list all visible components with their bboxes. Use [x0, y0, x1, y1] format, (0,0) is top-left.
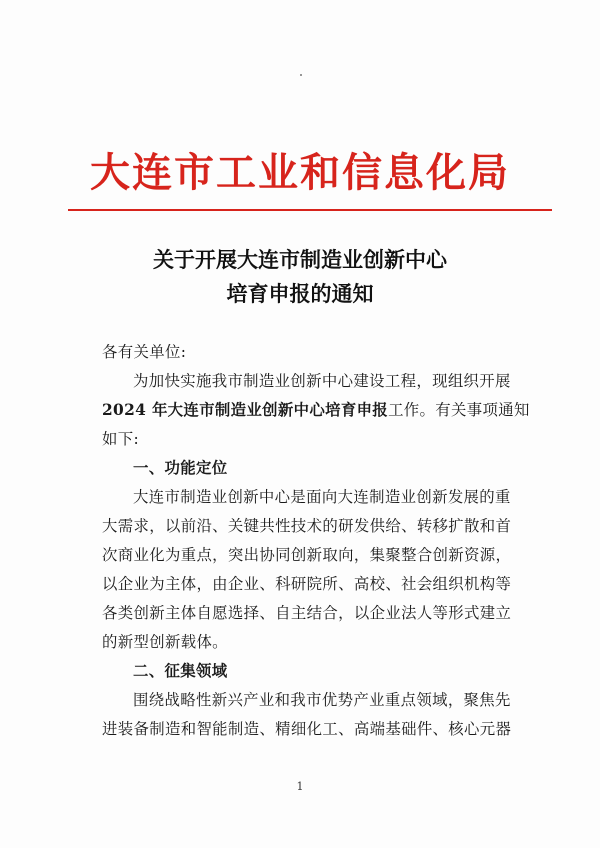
notice-title-line-1: 关于开展大连市制造业创新中心 — [153, 247, 447, 272]
masthead-divider — [68, 209, 552, 211]
intro-line-3: 如下: — [102, 430, 140, 448]
section-2-line: 进装备制造和智能制造、精细化工、高端基础件、核心元器 — [102, 720, 512, 738]
section-2-heading: 二、征集领域 — [133, 662, 228, 680]
section-1-line: 以企业为主体，由企业、科研院所、高校、社会组织机构等 — [102, 575, 512, 593]
intro-line-1: 为加快实施我市制造业创新中心建设工程，现组织开展 — [133, 372, 511, 390]
section-1-line: 大连市制造业创新中心是面向大连制造业创新发展的重 — [133, 488, 511, 506]
intro-line-2 — [102, 396, 530, 425]
salutation: 各有关单位: — [102, 343, 187, 361]
scan-speck — [300, 74, 302, 76]
section-1-line: 的新型创新载体。 — [102, 633, 228, 651]
notice-body — [102, 338, 530, 744]
section-1-line: 大需求，以前沿、关键共性技术的研发供给、转移扩散和首 — [102, 517, 512, 535]
intro-highlight: 2024 年大连市制造业创新中心培育申报 — [102, 401, 389, 419]
section-2-line: 围绕战略性新兴产业和我市优势产业重点领域，聚焦先 — [133, 691, 511, 709]
agency-masthead: 大连市工业和信息化局 — [90, 149, 510, 196]
intro-line-2-rest: 工作。有关事项通知 — [388, 401, 530, 419]
notice-title — [0, 243, 600, 311]
section-1-line: 各类创新主体自愿选择、自主结合，以企业法人等形式建立 — [102, 604, 512, 622]
notice-title-line-2: 培育申报的通知 — [226, 281, 374, 306]
section-1-heading: 一、功能定位 — [133, 459, 228, 477]
page-number: 1 — [296, 780, 304, 793]
section-1-line: 次商业化为重点，突出协同创新取向，集聚整合创新资源， — [102, 546, 512, 564]
